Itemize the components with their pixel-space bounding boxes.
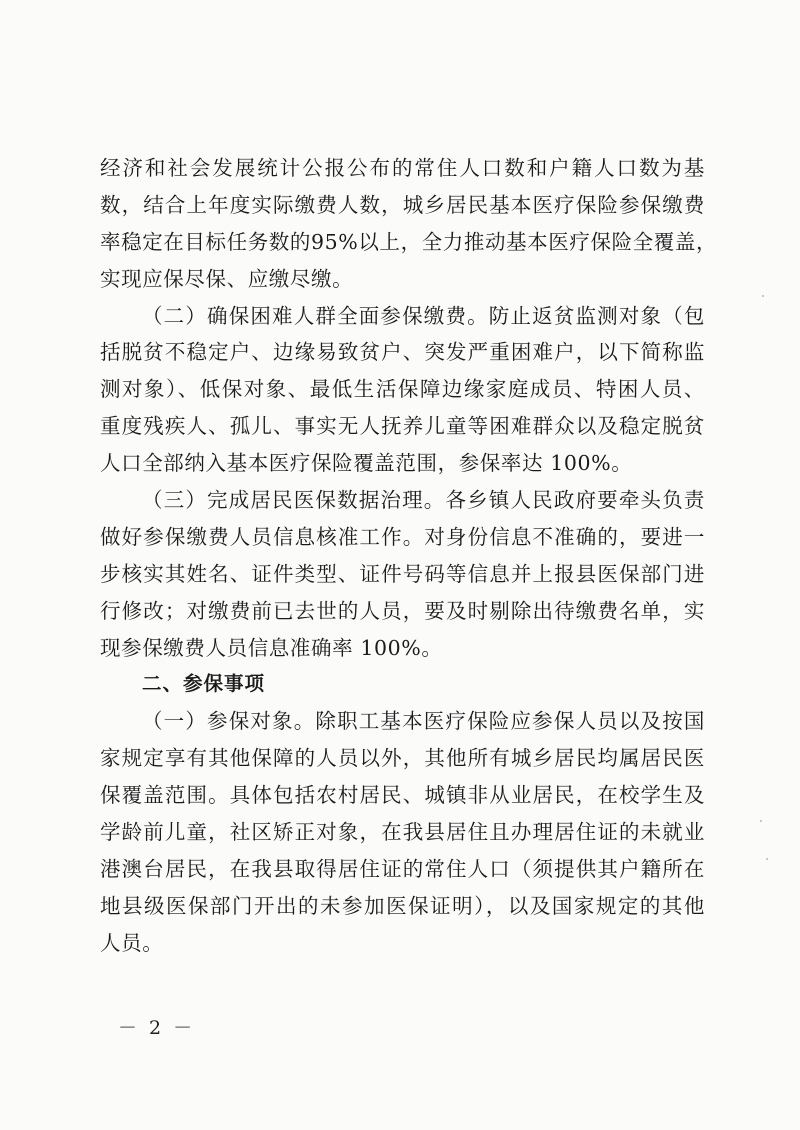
- scan-speck: [762, 295, 764, 297]
- text-line: 测对象）、低保对象、最低生活保障边缘家庭成员、特困人员、: [100, 377, 705, 402]
- text-line: 括脱贫不稳定户、边缘易致贫户、突发严重困难户，以下简称监: [100, 340, 705, 365]
- text-line: 家规定享有其他保障的人员以外，其他所有城乡居民均属居民医: [100, 746, 705, 771]
- paragraph-insured-objects: [100, 703, 705, 961]
- text-line: 人口全部纳入基本医疗保险覆盖范围，参保率达 100%。: [100, 451, 633, 476]
- text-line: 数，结合上年度实际缴费人数，城乡居民基本医疗保险参保缴费: [100, 192, 705, 217]
- text-line: 地县级医保部门开出的未参加医保证明），以及国家规定的其他: [100, 893, 705, 918]
- page-number: － 2 －: [118, 1017, 196, 1039]
- scan-speck: [766, 858, 768, 860]
- text-line: 学龄前儿童，社区矫正对象，在我县居住且办理居住证的未就业: [100, 820, 705, 845]
- text-line: 经济和社会发展统计公报公布的常住人口数和户籍人口数为基: [100, 156, 705, 180]
- text-line: 率稳定在目标任务数的95%以上，全力推动基本医疗保险全覆盖，: [100, 229, 718, 254]
- text-line: 保覆盖范围。具体包括农村居民、城镇非从业居民，在校学生及: [100, 783, 705, 808]
- section-heading: 二、参保事项: [142, 672, 266, 696]
- paragraph-section-2: [100, 298, 705, 482]
- text-line: 做好参保缴费人员信息核准工作。对身份信息不准确的，要进一: [100, 524, 705, 549]
- text-line: 现参保缴费人员信息准确率 100%。: [100, 635, 443, 660]
- text-line: 港澳台居民，在我县取得居住证的常住人口（须提供其户籍所在: [100, 856, 705, 881]
- paragraph-section-3: [100, 482, 705, 666]
- paragraph-intro-continued: [100, 150, 718, 298]
- text-line: （二）确保困难人群全面参保缴费。防止返贫监测对象（包: [142, 303, 705, 328]
- text-line: （一）参保对象。除职工基本医疗保险应参保人员以及按国: [142, 709, 705, 734]
- text-line: 实现应保尽保、应缴尽缴。: [100, 266, 354, 291]
- text-line: 行修改；对缴费前已去世的人员，要及时剔除出待缴费名单，实: [100, 598, 705, 623]
- text-line: 人员。: [100, 930, 164, 955]
- text-line: （三）完成居民医保数据治理。各乡镇人民政府要牵头负责: [142, 488, 705, 513]
- document-body: [100, 150, 718, 962]
- scan-speck: [760, 820, 762, 822]
- text-line: 步核实其姓名、证件类型、证件号码等信息并上报县医保部门进: [100, 561, 705, 586]
- text-line: 重度残疾人、孤儿、事实无人抚养儿童等困难群众以及稳定脱贫: [100, 414, 705, 439]
